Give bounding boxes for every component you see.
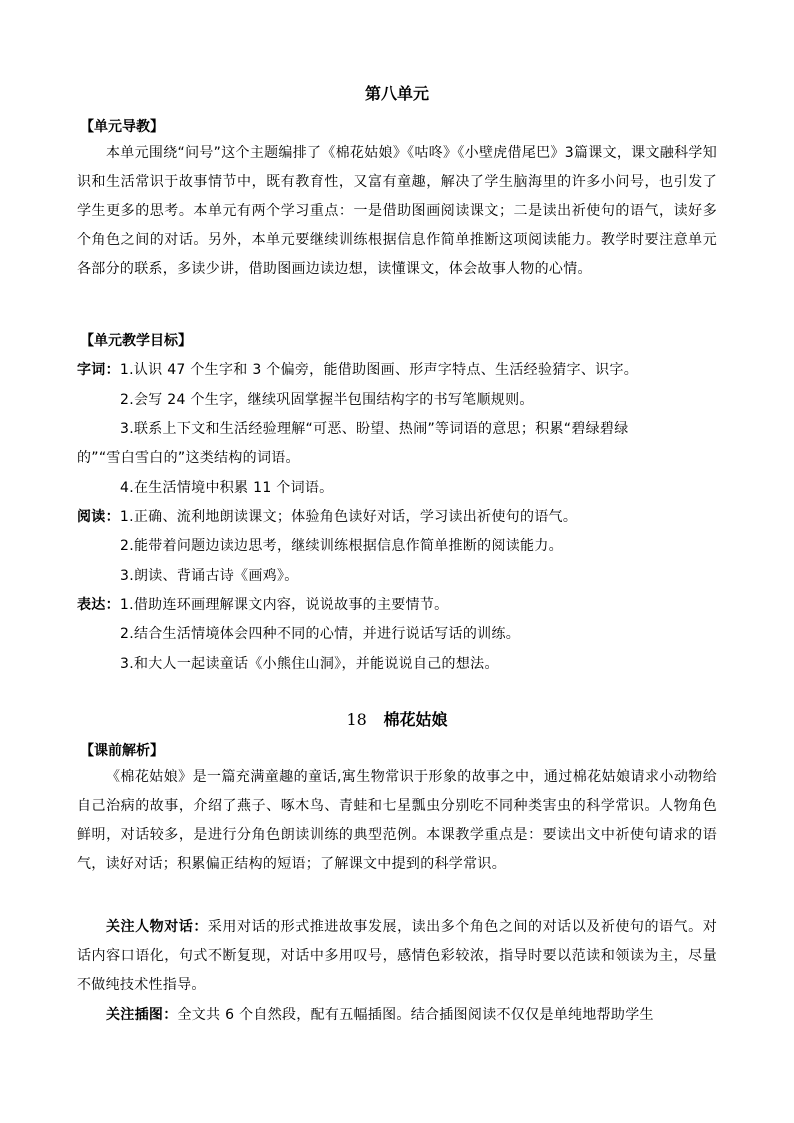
express-goal-1: 1.借助连环画理解课文内容，说说故事的主要情节。 [119,597,449,613]
goal-express-row [77,595,448,615]
unit-guide-paragraph: 本单元围绕“问号”这个主题编排了《棉花姑娘》《咕咚》《小壁虎借尾巴》3篇课文，课文融科学知识和生活常识于故事情节中，既有教育性，又富有童趣，解决了学生脑海里的许多小问号，也引发了学生更多的思考。本单元有两个学习重点：一是借助图画阅读课文；二是读出祈使句的语气，读好多个角色之间的对话。另外，本单元要继续训练根据信息作简单推断这项阅读能力。教学时要注意单元各部分的联系，多读少讲，借助图画边读边想，读懂课文，体会故事人物的心情。 [77,145,717,277]
words-goal-3a: 3.联系上下文和生活经验理解“可恶、盼望、热闹”等词语的意思；积累“碧绿碧绿 [120,421,629,437]
lesson-number: 18 [346,710,367,729]
reading-goal-2: 2.能带着问题边读边思考，继续训练根据信息作简单推断的阅读能力。 [120,538,563,554]
illustration-paragraph [77,1001,717,1030]
dialogue-paragraph [77,913,717,1000]
unit-title: 第八单元 [364,84,429,103]
express-goal-3: 3.和大人一起读童话《小熊住山洞》，并能说说自己的想法。 [120,656,499,672]
illustration-text: 全文共 6 个自然段，配有五幅插图。结合插图阅读不仅仅是单纯地帮助学生 [177,1007,654,1023]
dialogue-text: 采用对话的形式推进故事发展，读出多个角色之间的对话以及祈使句的语气。对话内容口语化，句式不断复现，对话中多用叹号，感情色彩较浓，指导时要以范读和领读为主，尽量不做纯技术性指导。 [77,919,717,993]
lesson-title: 棉花姑娘 [383,710,448,729]
reading-label: 阅读： [77,509,120,525]
express-label: 表达： [77,597,120,613]
goal-words-row [77,360,638,380]
reading-goal-1: 1.正确、流利地朗读课文；体验角色读好对话，学习读出祈使句的语气。 [119,509,578,525]
illustration-label: 关注插图： [106,1007,178,1023]
unit-guide-heading: 【单元导教】 [80,119,164,135]
words-goal-4: 4.在生活情境中积累 11 个词语。 [120,480,334,496]
words-label: 字词： [77,362,120,378]
words-goal-2: 2.会写 24 个生字，继续巩固掌握半包围结构字的书写笔顺规则。 [120,392,534,408]
express-goal-2: 2.结合生活情境体会四种不同的心情，并进行说话写话的训练。 [120,626,521,642]
goal-reading-row [77,507,577,527]
dialogue-label: 关注人物对话： [106,919,208,935]
unit-goals-heading: 【单元教学目标】 [80,333,192,349]
lesson-analysis-paragraph: 《棉花姑娘》是一篇充满童趣的童话,寓生物常识于形象的故事之中，通过棉花姑娘请求小动物给自己治病的故事，介绍了燕子、啄木鸟、青蛙和七星瓢虫分别吃不同种类害虫的科学常识。人物角色鲜明，对话较多，是进行分角色朗读训练的典型范例。本课教学重点是：要读出文中祈使句请求的语气，读好对话；积累偏正结构的短语；了解课文中提到的科学常识。 [77,769,717,872]
reading-goal-3: 3.朗读、背诵古诗《画鸡》。 [120,568,299,584]
words-goal-1: 1.认识 47 个生字和 3 个偏旁，能借助图画、形声字特点、生活经验猜字、识字。 [119,362,639,378]
lesson-title-row [0,710,794,730]
lesson-analysis-heading: 【课前解析】 [80,743,164,759]
words-goal-3b: 的”“雪白雪白的”这类结构的词语。 [77,450,300,466]
